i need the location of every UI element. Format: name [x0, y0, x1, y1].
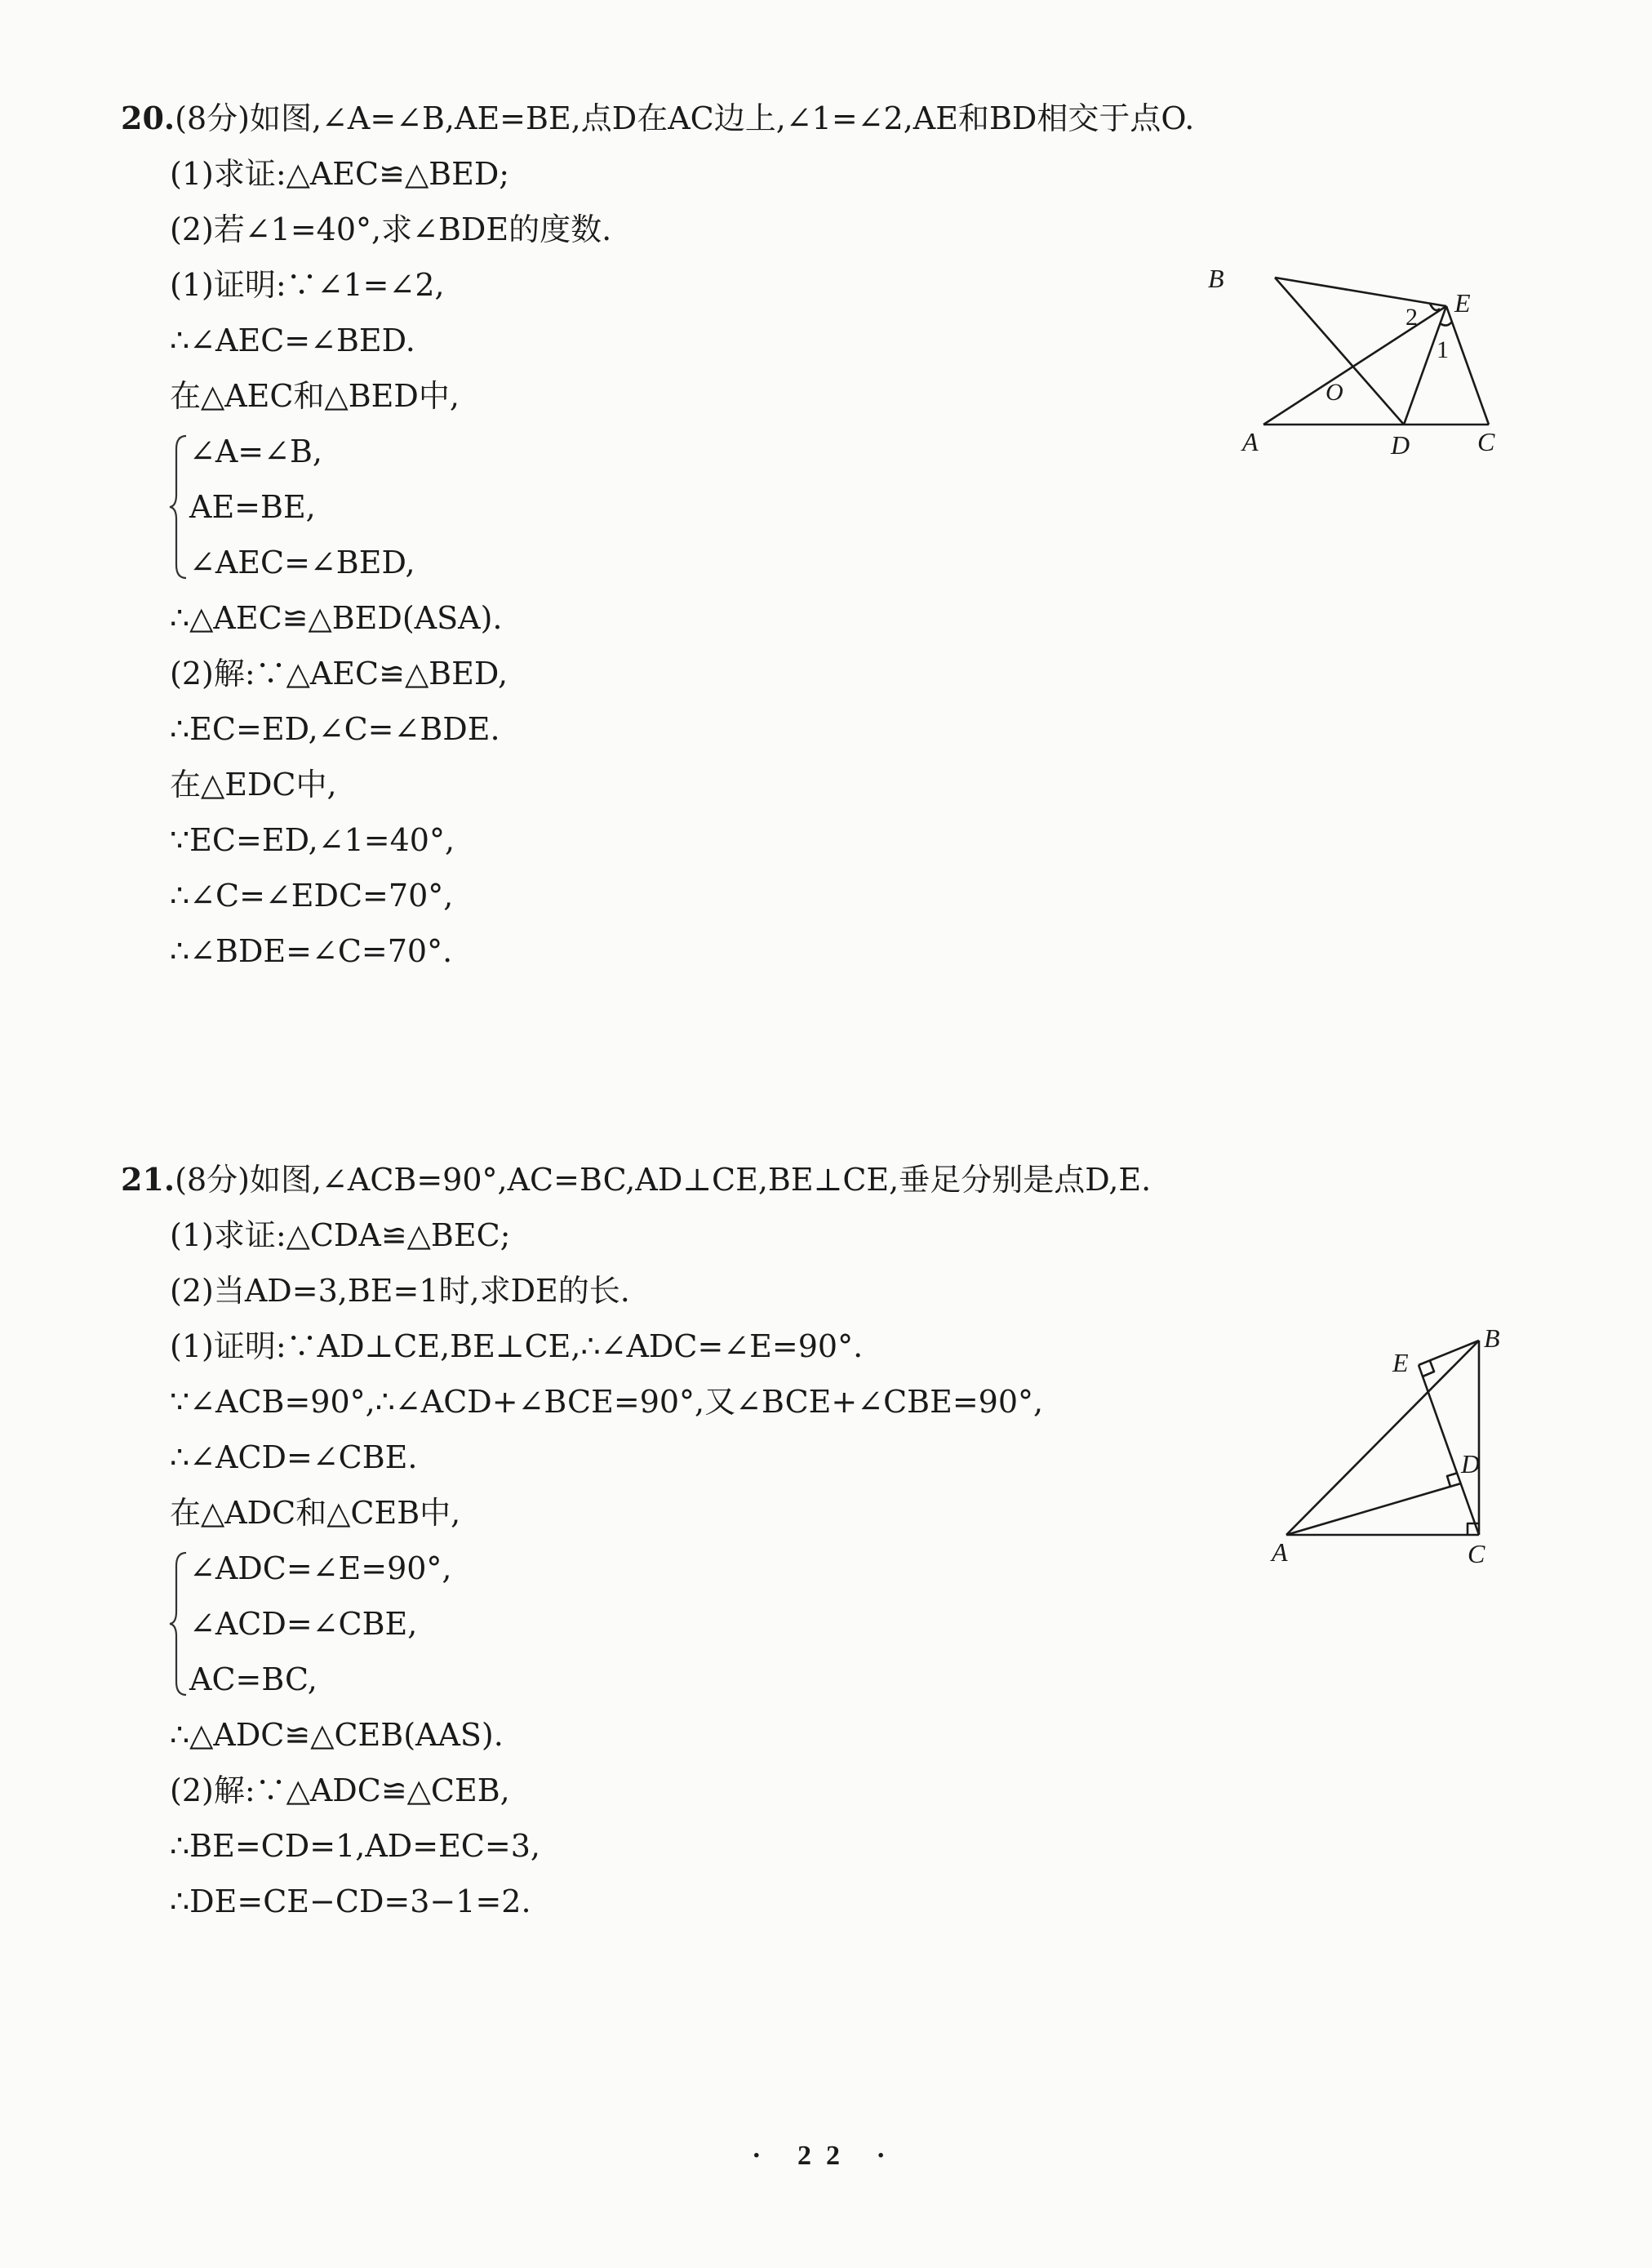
q20-label-2: 2	[1406, 304, 1418, 331]
q20-label-C: C	[1477, 427, 1495, 456]
q21-sol-line: ∴∠ACD=∠CBE.	[170, 1439, 418, 1475]
q20-sol-line: 在△EDC中,	[170, 767, 337, 803]
q21-label-A: A	[1272, 1537, 1288, 1567]
q21-segment-AD	[1286, 1483, 1461, 1535]
q21-stem: 21.(8分)如图,∠ACB=90°,AC=BC,AD⊥CE,BE⊥CE,垂足分别是点D,E.	[121, 1161, 1152, 1198]
q21-segment-BE	[1419, 1341, 1479, 1365]
q20-sol-line: ∠A=∠B,	[189, 434, 322, 469]
q20-part2: (2)若∠1=40°,求∠BDE的度数.	[170, 211, 612, 247]
q20-number: 20.	[121, 100, 175, 136]
q20-sol-line: (2)解:∵△AEC≌△BED,	[170, 656, 508, 692]
q20-sol-line: 在△AEC和△BED中,	[170, 378, 460, 414]
q21-right-angle-C	[1468, 1523, 1479, 1535]
page-number: · 22 ·	[752, 2141, 900, 2171]
q21-sol-line: ∴DE=CE−CD=3−1=2.	[170, 1883, 531, 1919]
q20-label-A: A	[1242, 427, 1259, 456]
q21-right-angle-D	[1447, 1473, 1458, 1487]
q20-label-B: B	[1208, 264, 1224, 293]
q21-part1: (1)求证:△CDA≌△BEC;	[170, 1217, 511, 1253]
q20-sol-line: ∴∠BDE=∠C=70°.	[170, 933, 453, 969]
q21-sol-line: ∠ADC=∠E=90°,	[189, 1550, 452, 1586]
q20-segment-AE	[1263, 306, 1446, 425]
q21-right-angle-E	[1423, 1361, 1434, 1376]
q20-label-E: E	[1454, 288, 1471, 318]
q20-segment-EC	[1446, 306, 1489, 425]
q20-sol-line: ∴∠AEC=∠BED.	[170, 322, 415, 358]
q21-number: 21.	[121, 1161, 175, 1198]
q20-angle-arc-1	[1440, 322, 1452, 326]
q20-angle-arc-2	[1430, 304, 1440, 310]
q20-sol-line: ∴∠C=∠EDC=70°,	[170, 878, 454, 914]
q21-sol-line: ∵∠ACB=90°,∴∠ACD+∠BCE=90°,又∠BCE+∠CBE=90°,	[170, 1384, 1044, 1420]
q21-sol-line: AC=BC,	[189, 1661, 318, 1697]
q21-sol-line: 在△ADC和△CEB中,	[170, 1495, 461, 1531]
q21-label-D: D	[1461, 1449, 1481, 1479]
q20-stem: 20.(8分)如图,∠A=∠B,AE=BE,点D在AC边上,∠1=∠2,AE和BD相交于点O.	[121, 100, 1195, 136]
q21-label-B: B	[1484, 1323, 1500, 1353]
q21-sol-line: ∠ACD=∠CBE,	[189, 1606, 418, 1642]
q20-sol-line: (1)证明:∵∠1=∠2,	[170, 267, 445, 303]
q20-sol-line: ∴△AEC≌△BED(ASA).	[170, 600, 503, 636]
q20-label-1: 1	[1437, 336, 1449, 363]
q21-segment-CE	[1419, 1365, 1479, 1535]
q21-sol-line: (2)解:∵△ADC≌△CEB,	[170, 1772, 510, 1808]
q21-sol-line: ∴BE=CD=1,AD=EC=3,	[170, 1828, 540, 1864]
q21-segment-AB	[1286, 1341, 1479, 1535]
q20-sol-line: ∵EC=ED,∠1=40°,	[170, 822, 455, 858]
q20-sol-line: ∴EC=ED,∠C=∠BDE.	[170, 711, 500, 747]
q21-sol-line: ∴△ADC≌△CEB(AAS).	[170, 1717, 504, 1753]
q20-part1: (1)求证:△AEC≌△BED;	[170, 156, 510, 192]
q20-label-D: D	[1391, 430, 1410, 460]
q20-sol-line: ∠AEC=∠BED,	[189, 545, 415, 580]
q20-segment-BD	[1275, 278, 1404, 425]
q21-label-C: C	[1468, 1539, 1485, 1568]
q20-label-O: O	[1326, 379, 1343, 406]
q20-sol-line: AE=BE,	[189, 489, 316, 525]
q21-part2: (2)当AD=3,BE=1时,求DE的长.	[170, 1273, 630, 1309]
q21-label-E: E	[1392, 1348, 1409, 1377]
q20-segment-ED	[1404, 306, 1446, 425]
q21-sol-line: (1)证明:∵AD⊥CE,BE⊥CE,∴∠ADC=∠E=90°.	[170, 1328, 864, 1364]
q20-segment-BE	[1275, 278, 1446, 306]
